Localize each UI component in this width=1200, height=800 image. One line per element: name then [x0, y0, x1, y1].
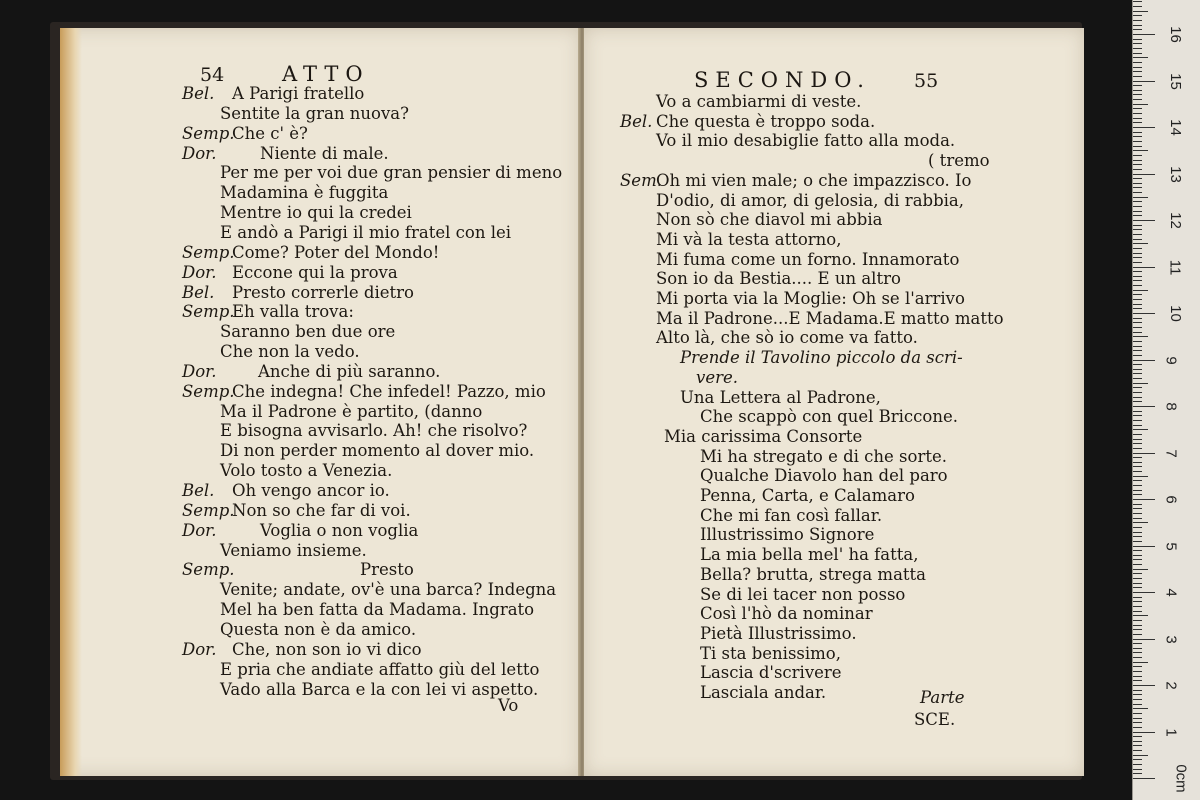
running-header: SECONDO. [694, 68, 871, 92]
ruler-number: 9 [1162, 355, 1180, 365]
ruler-tick [1133, 1, 1142, 2]
ruler-tick [1133, 476, 1148, 477]
ruler-tick [1133, 564, 1142, 565]
ruler-tick [1133, 276, 1142, 277]
ruler-number: 6 [1162, 495, 1180, 504]
speaker-label: Sem. [620, 170, 662, 190]
verse-line: A Parigi fratello [232, 84, 365, 103]
ruler-tick [1133, 508, 1142, 509]
verse-line: Se di lei tacer non posso [700, 584, 906, 604]
verse-line: Che indegna! Che infedel! Pazzo, mio [232, 381, 546, 401]
verse-line: Illustrissimo Signore [700, 525, 875, 545]
catchword: SCE. [914, 710, 956, 729]
verse-line: Eh valla trova: [232, 302, 354, 322]
verse-line: Non sò che diavol mi abbia [656, 210, 883, 230]
verse-line: ( tremo [928, 151, 990, 171]
ruler-tick [1133, 429, 1148, 430]
ruler-tick [1133, 294, 1142, 295]
ruler-tick [1133, 527, 1142, 528]
ruler-tick [1133, 490, 1142, 491]
ruler-tick [1133, 290, 1148, 291]
ruler-tick [1133, 122, 1142, 123]
verse-line: Son io da Bestia.... E un altro [656, 269, 901, 289]
ruler-tick [1133, 85, 1142, 86]
ruler-tick [1133, 759, 1142, 760]
verse-line: Questa non è da amico. [220, 619, 417, 639]
verse-line: Che, non son io vi dico [232, 639, 422, 659]
ruler-tick [1133, 439, 1142, 440]
ruler-tick [1133, 262, 1142, 263]
ruler-tick [1133, 364, 1142, 365]
ruler-tick [1133, 648, 1142, 649]
speaker-label: Bel. [182, 481, 215, 500]
ruler-tick [1133, 634, 1142, 635]
ruler-tick [1133, 425, 1142, 426]
ruler-tick [1133, 146, 1142, 147]
verse-line: Ma il Padrone è partito, (danno [220, 401, 483, 421]
ruler-tick [1133, 462, 1142, 463]
ruler-tick [1133, 29, 1142, 30]
speaker-label: Semp. [182, 381, 235, 401]
ruler-tick [1133, 620, 1142, 621]
speaker-label: Dor. [182, 262, 217, 282]
ruler-tick [1133, 387, 1142, 388]
ruler-tick [1133, 611, 1142, 612]
ruler-tick [1133, 248, 1142, 249]
ruler-tick [1133, 160, 1142, 161]
verse-line: Come? Poter del Mondo! [232, 242, 440, 262]
ruler-tick [1133, 494, 1142, 495]
ruler-number: 4 [1162, 588, 1180, 597]
ruler-tick [1133, 471, 1142, 472]
speaker-label: Semp. [182, 302, 235, 322]
ruler-tick [1133, 699, 1142, 700]
ruler-tick [1133, 243, 1148, 244]
ruler-number: 5 [1162, 541, 1180, 551]
verse-line: E andò a Parigi il mio fratel con lei [220, 222, 512, 242]
ruler-tick [1133, 639, 1155, 640]
ruler-tick [1133, 20, 1142, 21]
ruler-tick [1133, 685, 1155, 686]
ruler-tick [1133, 104, 1148, 105]
ruler-tick [1133, 332, 1142, 333]
ruler-tick [1133, 518, 1142, 519]
ruler-tick [1133, 239, 1142, 240]
ruler-tick [1133, 453, 1155, 454]
ruler-number: 13 [1166, 165, 1184, 183]
verse-line: Penna, Carta, e Calamaro [700, 486, 915, 505]
ruler-tick [1133, 211, 1142, 212]
verse-line: Presto correrle dietro [232, 282, 414, 302]
right-page [584, 28, 1084, 776]
ruler-tick [1133, 299, 1142, 300]
ruler-tick [1133, 360, 1155, 361]
ruler-tick [1133, 141, 1142, 142]
verse-line: Venite; andate, ov'è una barca? Indegna [220, 580, 557, 600]
ruler-number: 2 [1162, 681, 1180, 690]
verse-line: Niente di male. [260, 143, 389, 163]
ruler-tick [1133, 448, 1142, 449]
ruler-tick [1133, 373, 1142, 374]
ruler-tick [1133, 671, 1142, 672]
verse-line: Non so che far di voi. [232, 500, 411, 520]
verse-line: Che c' è? [232, 123, 308, 143]
ruler-tick [1133, 415, 1142, 416]
verse-line: Mi porta via la Moglie: Oh se l'arrivo [656, 289, 965, 308]
ruler-number: 11 [1166, 259, 1184, 275]
ruler-tick [1133, 206, 1142, 207]
ruler-tick [1133, 601, 1142, 602]
ruler-tick [1133, 229, 1142, 230]
verse-line: Vo a cambiarmi di veste. [656, 92, 862, 111]
speaker-label: Semp. [182, 123, 235, 143]
ruler-tick [1133, 480, 1142, 481]
ruler-number: 1 [1162, 727, 1180, 737]
ruler-tick [1133, 401, 1142, 402]
ruler-tick [1133, 443, 1142, 444]
speaker-label: Bel. [182, 282, 215, 302]
ruler-tick [1133, 546, 1155, 547]
ruler-tick [1133, 676, 1142, 677]
ruler-tick [1133, 559, 1142, 560]
ruler-tick [1133, 308, 1142, 309]
ruler-tick [1133, 183, 1142, 184]
ruler-tick [1133, 522, 1148, 523]
ruler-tick [1133, 11, 1148, 12]
ruler-tick [1133, 680, 1142, 681]
ruler-tick [1133, 397, 1142, 398]
ruler-tick [1133, 174, 1155, 175]
verse-line: Che mi fan così fallar. [700, 505, 883, 525]
ruler-tick [1133, 178, 1142, 179]
ruler-tick [1133, 225, 1142, 226]
ruler-tick [1133, 708, 1148, 709]
ruler-tick [1133, 764, 1142, 765]
ruler-tick [1133, 741, 1142, 742]
ruler-tick [1133, 569, 1148, 570]
ruler-number: 12 [1166, 212, 1184, 229]
speaker-label: Dor. [182, 361, 217, 381]
ruler-tick [1133, 420, 1142, 421]
ruler-tick [1133, 39, 1142, 40]
verse-line: Presto [360, 560, 414, 580]
speaker-label: Bel. [620, 111, 653, 131]
ruler-tick [1133, 127, 1155, 128]
ruler-tick [1133, 34, 1155, 35]
ruler-tick [1133, 652, 1142, 653]
verse-line: Per me per voi due gran pensier di meno [220, 163, 563, 183]
speaker-label: Dor. [182, 639, 217, 659]
ruler-number: 14 [1166, 119, 1184, 136]
verse-line: Vo il mio desabiglie fatto alla moda. [656, 131, 956, 151]
ruler-tick [1133, 769, 1142, 770]
ruler-tick [1133, 694, 1142, 695]
verse-line: Mia carissima Consorte [664, 426, 863, 446]
ruler-tick [1133, 346, 1142, 347]
ruler-number: 3 [1162, 634, 1180, 644]
ruler-tick [1133, 215, 1142, 216]
verse-line: Madamina è fuggita [220, 183, 389, 203]
ruler-tick [1133, 485, 1142, 486]
ruler-tick [1133, 67, 1142, 68]
ruler-tick [1133, 304, 1142, 305]
ruler-tick [1133, 704, 1142, 705]
ruler-tick [1133, 108, 1142, 109]
ruler-tick [1133, 629, 1142, 630]
verse-line: E pria che andiate affatto giù del letto [220, 659, 540, 679]
ruler-tick [1133, 271, 1142, 272]
ruler-tick [1133, 722, 1142, 723]
ruler-tick [1133, 6, 1142, 7]
verse-line: Oh mi vien male; o che impazzisco. Io [656, 170, 972, 190]
ruler-tick [1133, 573, 1142, 574]
ruler-tick [1133, 583, 1142, 584]
verse-line: Che scappò con quel Briccone. [700, 407, 958, 427]
ruler-tick [1133, 201, 1142, 202]
ruler-tick [1133, 71, 1142, 72]
verse-line: Vado alla Barca e la con lei vi aspetto. [220, 679, 539, 699]
ruler-tick [1133, 606, 1142, 607]
ruler-tick [1133, 513, 1142, 514]
ruler-tick [1133, 90, 1142, 91]
ruler-tick [1133, 99, 1142, 100]
ruler-tick [1133, 718, 1142, 719]
verse-line: Lascia d'scrivere [700, 663, 842, 683]
verse-line: Così l'hò da nominar [700, 604, 873, 624]
verse-line: Mel ha ben fatta da Madama. Ingrato [220, 600, 535, 620]
speaker-label: Dor. [182, 143, 217, 163]
ruler-tick [1133, 94, 1142, 95]
ruler-tick [1133, 43, 1142, 44]
verse-line: Che non la vedo. [220, 342, 360, 362]
measurement-ruler [1132, 0, 1200, 800]
ruler-tick [1133, 411, 1142, 412]
speaker-label: Semp. [182, 500, 235, 520]
verse-line: Mi ha stregato e di che sorte. [700, 446, 947, 466]
verse-line: Che questa è troppo soda. [656, 111, 876, 131]
ruler-tick [1133, 132, 1142, 133]
ruler-tick [1133, 690, 1142, 691]
ruler-tick [1133, 778, 1155, 779]
ruler-tick [1133, 155, 1142, 156]
stage-direction: Parte [920, 688, 965, 707]
ruler-number: 0cm [1172, 764, 1190, 793]
ruler-tick [1133, 434, 1142, 435]
ruler-tick [1133, 336, 1148, 337]
ruler-tick [1133, 536, 1142, 537]
ruler-tick [1133, 615, 1148, 616]
running-header: ATTO [282, 62, 370, 86]
ruler-tick [1133, 643, 1142, 644]
verse-line: Bella? brutta, strega matta [700, 564, 927, 584]
ruler-tick [1133, 322, 1142, 323]
ruler-tick [1133, 341, 1142, 342]
ruler-tick [1133, 313, 1155, 314]
verse-line: Oh vengo ancor io. [232, 481, 390, 500]
stage-direction: vere. [696, 367, 738, 387]
ruler-tick [1133, 62, 1142, 63]
ruler-tick [1133, 625, 1142, 626]
verse-line: Anche di più saranno. [258, 361, 441, 381]
ruler-tick [1133, 727, 1142, 728]
verse-line: Ti sta benissimo, [700, 643, 841, 663]
ruler-tick [1133, 550, 1142, 551]
ruler-number: 16 [1166, 26, 1184, 43]
ruler-tick [1133, 592, 1155, 593]
ruler-tick [1133, 76, 1142, 77]
ruler-tick [1133, 25, 1142, 26]
ruler-tick [1133, 164, 1142, 165]
ruler-tick [1133, 197, 1148, 198]
ruler-tick [1133, 113, 1142, 114]
verse-line: Voglia o non voglia [260, 520, 419, 540]
ruler-tick [1133, 48, 1142, 49]
ruler-number: 7 [1162, 448, 1180, 458]
speaker-label: Dor. [182, 520, 217, 540]
verse-line: Pietà Illustrissimo. [700, 623, 857, 643]
stage-direction: Prende il Tavolino piccolo da scri- [680, 348, 963, 368]
ruler-tick [1133, 755, 1148, 756]
ruler-tick [1133, 504, 1142, 505]
verse-line: Lasciala andar. [700, 683, 827, 702]
verse-line: E bisogna avvisarlo. Ah! che risolvo? [220, 421, 528, 441]
ruler-tick [1133, 457, 1142, 458]
ruler-tick [1133, 220, 1155, 221]
ruler-number: 8 [1162, 402, 1180, 411]
ruler-tick [1133, 285, 1142, 286]
ruler-tick [1133, 597, 1142, 598]
ruler-tick [1133, 369, 1142, 370]
ruler-tick [1133, 57, 1148, 58]
verse-line: Di non perder momento al dover mio. [220, 441, 535, 461]
ruler-tick [1133, 578, 1142, 579]
verse-line: La mia bella mel' ha fatta, [700, 545, 919, 565]
verse-line: Alto là, che sò io come va fatto. [656, 328, 918, 348]
ruler-tick [1133, 657, 1142, 658]
ruler-tick [1133, 499, 1155, 500]
ruler-tick [1133, 541, 1142, 542]
ruler-tick [1133, 392, 1142, 393]
ruler-tick [1133, 150, 1148, 151]
verse-line: Una Lettera al Padrone, [680, 387, 881, 407]
open-book [50, 22, 1082, 780]
ruler-tick [1133, 555, 1142, 556]
ruler-tick [1133, 81, 1155, 82]
speaker-label: Semp. [182, 242, 235, 262]
verse-line: Volo tosto a Venezia. [220, 461, 393, 481]
page-number: 55 [914, 70, 939, 92]
ruler-tick [1133, 773, 1142, 774]
ruler-tick [1133, 355, 1142, 356]
ruler-number: 10 [1166, 305, 1184, 322]
ruler-tick [1133, 15, 1142, 16]
ruler-tick [1133, 732, 1155, 733]
ruler-tick [1133, 327, 1142, 328]
ruler-tick [1133, 713, 1142, 714]
ruler-tick [1133, 745, 1142, 746]
verse-line: Saranno ben due ore [220, 322, 396, 342]
verse-line: D'odio, di amor, di gelosia, di rabbia, [656, 190, 965, 210]
ruler-tick [1133, 318, 1142, 319]
ruler-tick [1133, 406, 1155, 407]
ruler-tick [1133, 378, 1142, 379]
verse-line: Qualche Diavolo han del paro [700, 466, 948, 486]
ruler-tick [1133, 466, 1142, 467]
ruler-tick [1133, 253, 1142, 254]
ruler-tick [1133, 192, 1142, 193]
ruler-tick [1133, 234, 1142, 235]
speaker-label: Bel. [182, 84, 215, 103]
ruler-tick [1133, 280, 1142, 281]
left-page [60, 28, 580, 776]
ruler-tick [1133, 532, 1142, 533]
ruler-tick [1133, 666, 1142, 667]
ruler-tick [1133, 136, 1142, 137]
verse-line: Ma il Padrone...E Madama.E matto matto [656, 308, 1004, 328]
verse-line: Eccone qui la prova [232, 262, 398, 282]
ruler-number: 15 [1166, 72, 1184, 90]
ruler-tick [1133, 383, 1148, 384]
ruler-tick [1133, 169, 1142, 170]
speaker-label: Semp. [182, 560, 235, 580]
ruler-tick [1133, 587, 1142, 588]
verse-line: Sentite la gran nuova? [220, 103, 409, 123]
ruler-tick [1133, 750, 1142, 751]
ruler-tick [1133, 350, 1142, 351]
ruler-tick [1133, 662, 1148, 663]
verse-line: Veniamo insieme. [220, 540, 367, 560]
ruler-tick [1133, 187, 1142, 188]
verse-line: Mi và la testa attorno, [656, 229, 842, 249]
ruler-tick [1133, 736, 1142, 737]
ruler-tick [1133, 118, 1142, 119]
catchword: Vo [498, 696, 519, 715]
verse-line: Mi fuma come un forno. Innamorato [656, 249, 960, 269]
ruler-tick [1133, 257, 1142, 258]
verse-line: Mentre io qui la credei [220, 203, 412, 223]
page-number: 54 [200, 64, 225, 86]
page-edge [60, 28, 82, 776]
ruler-tick [1133, 53, 1142, 54]
ruler-tick [1133, 267, 1155, 268]
